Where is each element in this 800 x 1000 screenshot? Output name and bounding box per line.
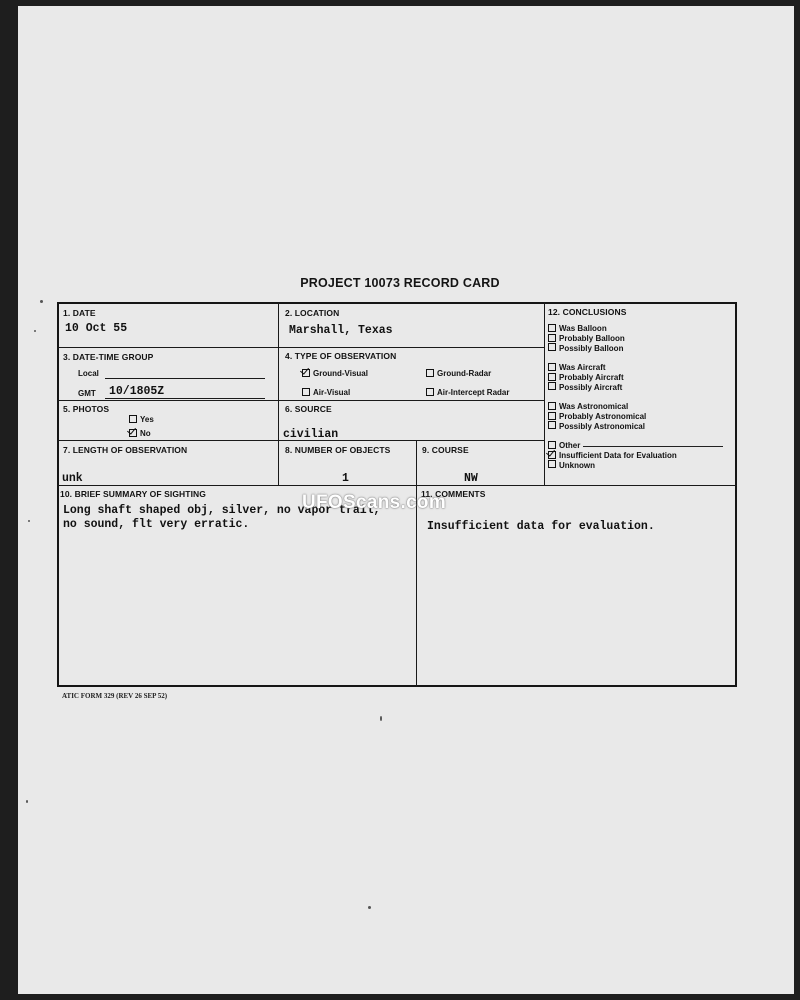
source-label: 6. SOURCE [285,404,332,414]
checkbox-icon [548,421,556,429]
conclusion-item-insufficient-data: Insufficient Data for Evaluation [548,451,723,461]
number-of-objects-value: 1 [342,472,349,485]
conclusions-group-other [548,441,723,470]
date-time-group-label: 3. DATE-TIME GROUP [63,352,154,362]
summary-line: no sound, flt very erratic. [63,518,250,531]
form-id: ATIC FORM 329 (REV 26 SEP 52) [62,692,168,700]
checkbox-icon [548,460,556,468]
conclusion-item: Unknown [548,461,723,471]
checkbox-checked-icon [302,369,310,377]
conclusion-item: Probably Astronomical [548,412,646,422]
option-photos-yes: Yes [129,415,154,424]
summary-line: Long shaft shaped obj, silver, no vapor trail, [63,504,381,517]
checkbox-icon [426,388,434,396]
checkbox-icon [548,402,556,410]
photos-label: 5. PHOTOS [63,404,110,414]
option-ground-radar: Ground-Radar [426,369,491,378]
watermark: UFOScans.com [302,492,447,513]
course-value: NW [464,472,478,485]
option-air-intercept-radar: Air-Intercept Radar [426,388,509,397]
conclusions-group-aircraft [548,363,624,392]
local-underline [105,378,265,379]
checkbox-checked-icon [129,429,137,437]
comments-value: Insufficient data for evaluation. [427,520,655,533]
grid-line [57,347,545,348]
checkbox-icon [548,382,556,390]
local-label: Local [78,369,99,378]
conclusion-item: Possibly Astronomical [548,422,646,432]
conclusion-item: Was Aircraft [548,363,624,373]
conclusion-item: Was Astronomical [548,402,646,412]
scan-speck [28,520,30,522]
conclusions-label: 12. CONCLUSIONS [548,307,627,317]
length-of-observation-label: 7. LENGTH OF OBSERVATION [63,445,188,455]
comments-label: 11. COMMENTS [421,489,486,499]
checkbox-icon [548,343,556,351]
scan-speck [26,800,28,803]
card-title: PROJECT 10073 RECORD CARD [300,276,500,290]
conclusion-item: Was Balloon [548,324,625,334]
source-value: civilian [283,428,339,441]
option-photos-no: No [129,429,151,438]
scan-speck [40,300,43,303]
checkbox-icon [548,373,556,381]
scan-speck [34,330,36,332]
option-air-visual: Air-Visual [302,388,350,397]
conclusions-group-balloon [548,324,625,353]
type-of-observation-label: 4. TYPE OF OBSERVATION [285,351,397,361]
grid-line [544,302,545,485]
number-of-objects-label: 8. NUMBER OF OBJECTS [285,445,391,455]
date-value: 10 Oct 55 [65,322,128,335]
course-label: 9. COURSE [422,445,469,455]
location-label: 2. LOCATION [285,308,340,318]
grid-line [57,400,545,401]
conclusion-item: Probably Balloon [548,334,625,344]
other-underline [583,446,723,447]
checkbox-icon [548,324,556,332]
option-ground-visual: Ground-Visual [302,369,368,378]
gmt-value: 10/1805Z [109,385,165,398]
checkbox-icon [548,334,556,342]
gmt-underline [105,398,265,399]
grid-line [278,302,279,485]
summary-label: 10. BRIEF SUMMARY OF SIGHTING [60,489,206,499]
conclusion-item: Possibly Balloon [548,344,625,354]
conclusion-item-other: Other [548,441,723,451]
scan-speck [380,716,382,721]
checkbox-icon [129,415,137,423]
checkbox-icon [548,412,556,420]
date-label: 1. DATE [63,308,96,318]
location-value: Marshall, Texas [289,324,393,337]
checkbox-icon [426,369,434,377]
gmt-label: GMT [78,389,96,398]
grid-line [416,440,417,687]
conclusion-item: Possibly Aircraft [548,383,624,393]
grid-line [57,485,737,486]
conclusions-group-astronomical [548,402,646,431]
checkbox-checked-icon [548,451,556,459]
scan-speck [368,906,371,909]
checkbox-icon [548,363,556,371]
length-of-observation-value: unk [62,472,83,485]
conclusion-item: Probably Aircraft [548,373,624,383]
checkbox-icon [302,388,310,396]
